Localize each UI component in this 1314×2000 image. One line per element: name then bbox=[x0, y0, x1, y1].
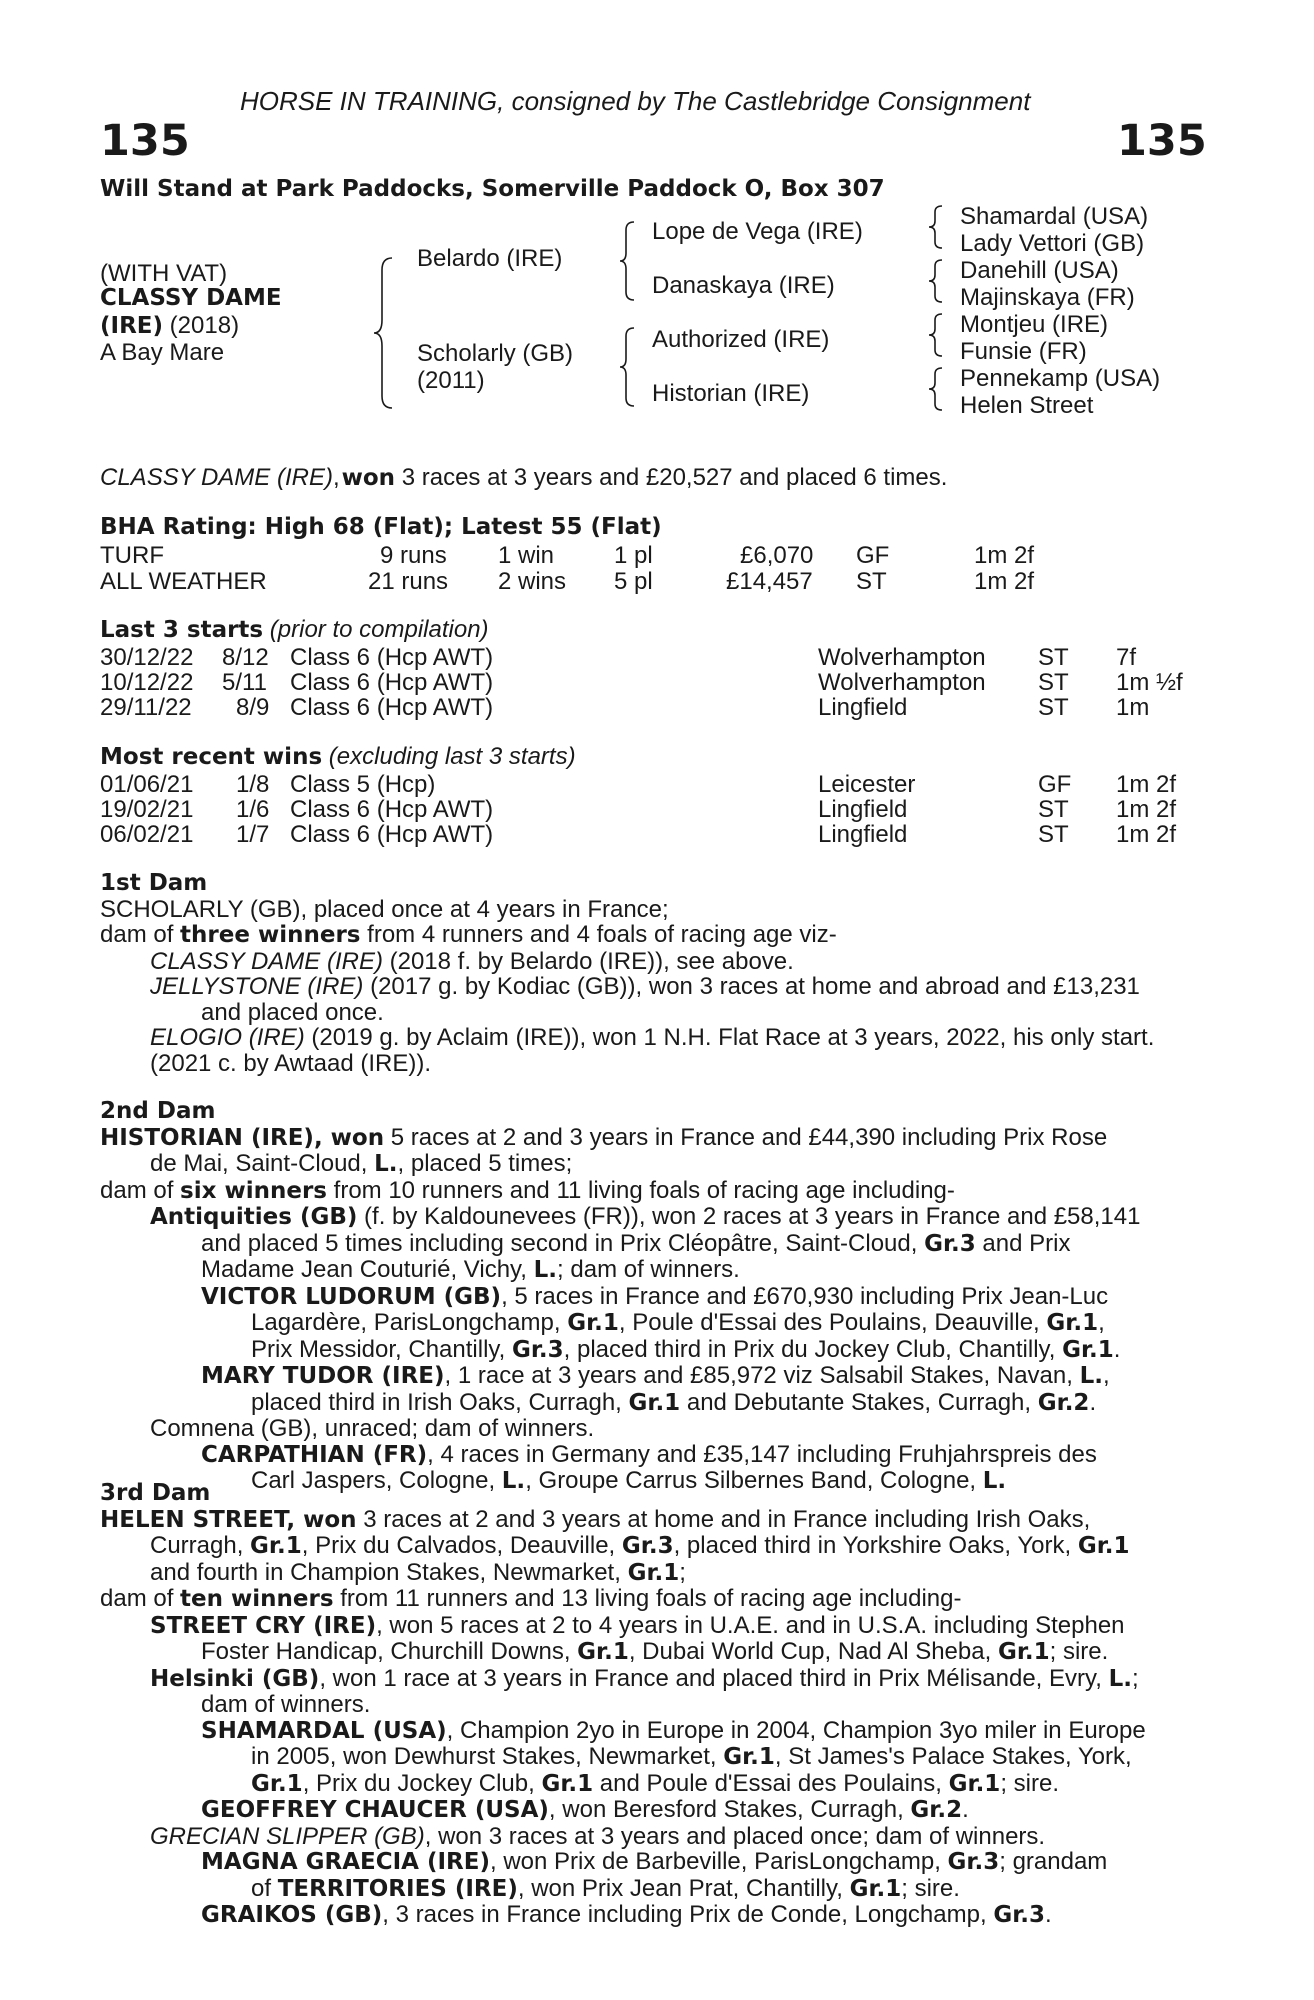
grand-offspring-entry bbox=[100, 1718, 1210, 1745]
offspring-entry bbox=[100, 949, 1210, 975]
pedigree-brace-sd bbox=[926, 258, 946, 304]
stand-location: Will Stand at Park Paddocks, Somerville Paddock O, Box 307 bbox=[100, 176, 885, 202]
grand-offspring-cont bbox=[100, 1771, 1210, 1798]
text-run: of bbox=[251, 1874, 278, 1902]
offspring-entry: (2021 c. by Awtaad (IRE)). bbox=[150, 1049, 432, 1077]
text-run: Foster Handicap, Churchill Downs, bbox=[201, 1638, 578, 1665]
text-run: 10/12/22 bbox=[100, 669, 194, 696]
grand-offspring-entry bbox=[100, 1797, 1210, 1824]
summary-text: 3 races at 3 years and £20,527 and placed 6 times. bbox=[395, 464, 948, 491]
pedigree-brace-dam bbox=[618, 326, 638, 408]
first-dam-title: 1st Dam bbox=[100, 870, 208, 896]
horse-name-origin-year bbox=[100, 314, 239, 338]
text-run: Gr.1 bbox=[577, 1639, 629, 1665]
text-run: Gr.1 bbox=[628, 1389, 681, 1416]
text-run: Gr.1 bbox=[997, 1639, 1050, 1665]
text-run: . bbox=[1113, 1335, 1121, 1363]
dam-dam: Historian (IRE) bbox=[652, 380, 810, 407]
text-run: GF bbox=[856, 542, 890, 569]
first-dam-line: SCHOLARLY (GB), placed once at 4 years in France; bbox=[100, 895, 669, 923]
text-run: Gr.3 bbox=[621, 1533, 674, 1559]
text-run: CLASSY DAME (IRE) bbox=[150, 947, 383, 975]
text-run: ALL WEATHER bbox=[100, 568, 267, 595]
second-dam-line bbox=[100, 1178, 1210, 1205]
text-run: , won 3 races at 3 years and placed once; dam of winners. bbox=[424, 1822, 1046, 1850]
ped-dds: Pennekamp (USA) bbox=[960, 365, 1161, 392]
text-run: . bbox=[962, 1796, 969, 1823]
text-run: L. bbox=[1108, 1665, 1132, 1692]
text-run: 1 win bbox=[498, 542, 555, 569]
race-row bbox=[0, 796, 1314, 822]
text-run: 1m 2f bbox=[974, 568, 1035, 595]
text-run: 1m 2f bbox=[974, 542, 1035, 569]
race-row bbox=[0, 771, 1314, 797]
text-run: 1m ½f bbox=[1116, 669, 1183, 696]
summary-won: won bbox=[341, 465, 396, 491]
text-run: 30/12/22 bbox=[100, 644, 194, 671]
grand-offspring-cont bbox=[100, 1337, 1210, 1364]
offspring-entry bbox=[100, 1666, 1210, 1693]
text-run: 1 pl bbox=[614, 542, 653, 569]
text-run: 1/8 bbox=[236, 771, 270, 798]
text-run: ST bbox=[1038, 821, 1069, 848]
offspring-entry bbox=[100, 1204, 1210, 1231]
text-run: L. bbox=[982, 1468, 1007, 1494]
text-run: £6,070 bbox=[740, 542, 814, 569]
dam-sire: Authorized (IRE) bbox=[652, 326, 830, 353]
lot-number-left: 135 bbox=[100, 116, 190, 166]
recent-wins-heading bbox=[100, 745, 576, 769]
text-run: Gr.1 bbox=[1046, 1310, 1099, 1336]
text-run: , Prix du Calvados, Deauville, bbox=[301, 1532, 622, 1559]
offspring-entry bbox=[100, 1613, 1210, 1640]
text-run: Helsinki (GB) bbox=[150, 1665, 320, 1692]
text-run: STREET CRY (IRE) bbox=[150, 1612, 377, 1639]
text-run: six winners bbox=[180, 1177, 327, 1204]
lot-number-right: 135 bbox=[1117, 116, 1207, 166]
text-run: GRECIAN SLIPPER (GB) bbox=[150, 1822, 425, 1850]
text-run: ten winners bbox=[180, 1586, 334, 1612]
text-run: 8/12 bbox=[222, 644, 269, 671]
text-run: , 3 races in France including Prix de Conde, Longchamp, bbox=[382, 1901, 994, 1928]
text-run: L. bbox=[1079, 1363, 1103, 1389]
text-run: Wolverhampton bbox=[818, 644, 986, 671]
text-run: from 11 runners and 13 living foals of racing age including- bbox=[333, 1585, 962, 1612]
text-run: and Debutante Stakes, Curragh, bbox=[680, 1388, 1038, 1416]
text-run: de Mai, Saint-Cloud, bbox=[150, 1150, 375, 1177]
text-run: TERRITORIES (IRE) bbox=[277, 1875, 518, 1902]
text-run: . bbox=[1089, 1388, 1097, 1416]
text-run: 21 runs bbox=[368, 568, 449, 595]
text-run: 8/9 bbox=[236, 694, 270, 721]
text-run: , placed third in Prix du Jockey Club, Chantilly, bbox=[563, 1335, 1063, 1363]
sire: Belardo (IRE) bbox=[417, 245, 563, 272]
text-run: MAGNA GRAECIA (IRE) bbox=[201, 1849, 490, 1875]
text-run: 29/11/22 bbox=[100, 694, 192, 721]
text-run: 1m 2f bbox=[1116, 796, 1177, 823]
text-run: from 10 runners and 11 living foals of racing age including- bbox=[326, 1176, 955, 1204]
text-run: ELOGIO (IRE) bbox=[150, 1024, 305, 1051]
text-run: Most recent wins bbox=[100, 744, 323, 770]
text-run: ; bbox=[679, 1558, 686, 1586]
text-run: , placed 5 times; bbox=[397, 1150, 573, 1177]
text-run: Gr.1 bbox=[250, 1533, 302, 1559]
ped-dss: Montjeu (IRE) bbox=[960, 311, 1109, 338]
text-run: , won 5 races at 2 to 4 years in U.A.E. and in U.S.A. including Stephen bbox=[376, 1611, 1125, 1639]
offspring-entry-cont bbox=[100, 1639, 1210, 1666]
text-run: Gr.3 bbox=[993, 1902, 1045, 1928]
offspring-entry bbox=[100, 974, 1210, 1000]
text-run: Gr.1 bbox=[541, 1770, 594, 1797]
pedigree-brace-sire bbox=[618, 220, 638, 302]
grand-offspring-entry bbox=[100, 1363, 1210, 1390]
text-run: Gr.1 bbox=[1062, 1336, 1114, 1363]
text-run: , 1 race at 3 years and £85,972 viz Salsabil Stakes, Navan, bbox=[444, 1362, 1080, 1389]
text-run: Gr.1 bbox=[723, 1744, 775, 1770]
text-run: 7f bbox=[1116, 644, 1137, 671]
text-run: 2 wins bbox=[498, 568, 567, 595]
text-run: ; dam of winners. bbox=[557, 1256, 740, 1283]
text-run: (f. by Kaldounevees (FR)), won 2 races at 3 years in France and £58,141 bbox=[357, 1203, 1141, 1230]
offspring-entry bbox=[100, 1824, 1210, 1850]
text-run: 1m 2f bbox=[1116, 821, 1177, 848]
text-run: HISTORIAN (IRE), won bbox=[100, 1124, 385, 1151]
text-run: 9 runs bbox=[380, 542, 447, 569]
text-run: Class 6 (Hcp AWT) bbox=[290, 644, 494, 671]
text-run: Gr.1 bbox=[1077, 1533, 1130, 1559]
text-run: , Poule d'Essai des Poulains, Deauville, bbox=[618, 1309, 1047, 1336]
text-run: Class 5 (Hcp) bbox=[290, 771, 436, 798]
text-run: (2017 g. by Kodiac (GB)), won 3 races at home and abroad and £13,231 bbox=[363, 973, 1140, 1000]
text-run: and placed 5 times including second in Prix Cléopâtre, Saint-Cloud, bbox=[201, 1229, 925, 1257]
text-run: (2019 g. by Aclaim (IRE)), won 1 N.H. Flat Race at 3 years, 2022, his only start. bbox=[304, 1024, 1155, 1051]
text-run: Gr.1 bbox=[251, 1770, 303, 1797]
offspring-entry-cont: dam of winners. bbox=[201, 1691, 371, 1718]
text-run: 1/6 bbox=[236, 796, 270, 823]
text-run: L. bbox=[501, 1468, 526, 1494]
text-run: Antiquities (GB) bbox=[150, 1204, 358, 1230]
ped-dsd: Funsie (FR) bbox=[960, 338, 1087, 365]
text-run: dam of bbox=[100, 921, 181, 948]
last3-heading bbox=[100, 618, 489, 642]
text-run: , won 1 race at 3 years in France and placed third in Prix Mélisande, Evry, bbox=[319, 1664, 1109, 1692]
text-run: Last 3 starts bbox=[100, 617, 264, 643]
text-run: MARY TUDOR (IRE) bbox=[201, 1363, 445, 1389]
grand-offspring-entry bbox=[100, 1849, 1210, 1876]
second-dam-line bbox=[100, 1125, 1210, 1152]
text-run: Lingfield bbox=[818, 796, 908, 823]
race-row bbox=[0, 669, 1314, 695]
grand-offspring-cont bbox=[100, 1876, 1210, 1903]
text-run: Class 6 (Hcp AWT) bbox=[290, 821, 494, 848]
third-dam-title: 3rd Dam bbox=[100, 1480, 211, 1506]
ped-sss: Shamardal (USA) bbox=[960, 203, 1149, 230]
text-run: VICTOR LUDORUM (GB) bbox=[201, 1283, 502, 1310]
text-run: L. bbox=[533, 1257, 558, 1283]
text-run: , Champion 2yo in Europe in 2004, Champion 3yo miler in Europe bbox=[446, 1716, 1146, 1744]
text-run: HELEN STREET, won bbox=[100, 1506, 357, 1533]
text-run: Gr.3 bbox=[924, 1230, 976, 1257]
first-dam-line bbox=[100, 922, 1210, 949]
text-run: Wolverhampton bbox=[818, 669, 986, 696]
third-dam-section bbox=[100, 1481, 1210, 1929]
text-run: Leicester bbox=[818, 771, 916, 798]
text-run: 19/02/21 bbox=[100, 796, 194, 823]
text-run: (2018 f. by Belardo (IRE)), see above. bbox=[382, 947, 794, 975]
second-dam-section bbox=[100, 1099, 1210, 1495]
grand-offspring-cont bbox=[100, 1390, 1210, 1417]
text-run: GRAIKOS (GB) bbox=[201, 1902, 383, 1928]
text-run: dam of bbox=[100, 1176, 181, 1204]
text-run: ; sire. bbox=[901, 1874, 960, 1902]
text-run: SHAMARDAL (USA) bbox=[201, 1717, 447, 1744]
text-run: Gr.2 bbox=[910, 1797, 963, 1823]
text-run: Gr.2 bbox=[1037, 1389, 1090, 1416]
text-run: L. bbox=[374, 1151, 398, 1177]
text-run: . bbox=[1045, 1901, 1052, 1928]
text-run: 5/11 bbox=[222, 669, 267, 696]
text-run: Gr.1 bbox=[849, 1875, 902, 1902]
text-run: , placed third in Yorkshire Oaks, York, bbox=[673, 1532, 1078, 1559]
pedigree-brace-dd bbox=[926, 366, 946, 412]
text-run: 06/02/21 bbox=[100, 821, 194, 848]
second-dam-title: 2nd Dam bbox=[100, 1098, 216, 1124]
race-row bbox=[0, 644, 1314, 670]
text-run: and Prix bbox=[975, 1229, 1071, 1257]
grand-offspring-cont bbox=[100, 1310, 1210, 1337]
text-run: , 4 races in Germany and £35,147 including Fruhjahrspreis des bbox=[427, 1440, 1097, 1468]
text-run: CARPATHIAN (FR) bbox=[201, 1441, 428, 1468]
text-run: ; sire. bbox=[1049, 1638, 1109, 1665]
text-run: from 4 runners and 4 foals of racing age viz- bbox=[360, 921, 837, 948]
text-run: Carl Jaspers, Cologne, bbox=[251, 1467, 502, 1494]
horse-year: (2018) bbox=[163, 312, 240, 339]
second-dam-line bbox=[100, 1151, 1210, 1178]
offspring-entry-cont bbox=[100, 1231, 1210, 1258]
summary-horse: CLASSY DAME (IRE) bbox=[100, 464, 333, 491]
third-dam-line bbox=[100, 1586, 1210, 1613]
text-run: dam of bbox=[100, 1585, 181, 1612]
sire-dam: Danaskaya (IRE) bbox=[652, 272, 835, 299]
text-run: Class 6 (Hcp AWT) bbox=[290, 796, 494, 823]
text-run: Lagardère, ParisLongchamp, bbox=[251, 1309, 568, 1336]
vat-status: (WITH VAT) bbox=[100, 260, 228, 287]
text-run: Gr.3 bbox=[511, 1336, 564, 1363]
text-run: ST bbox=[1038, 669, 1069, 696]
text-run: , won Prix Jean Prat, Chantilly, bbox=[517, 1874, 850, 1902]
text-run: 5 pl bbox=[614, 568, 653, 595]
horse-name: CLASSY DAME bbox=[100, 285, 282, 311]
text-run: ST bbox=[1038, 694, 1069, 721]
text-run: 3 races at 2 and 3 years at home and in France including Irish Oaks, bbox=[356, 1505, 1091, 1533]
text-run: ; sire. bbox=[1000, 1769, 1059, 1797]
text-run: Curragh, bbox=[150, 1532, 251, 1559]
third-dam-line bbox=[100, 1533, 1210, 1560]
third-dam-line bbox=[100, 1560, 1210, 1587]
grand-offspring-cont bbox=[100, 1744, 1210, 1771]
text-run: Lingfield bbox=[818, 821, 908, 848]
third-dam-line bbox=[100, 1507, 1210, 1534]
text-run: Lingfield bbox=[818, 694, 908, 721]
text-run: , bbox=[1098, 1309, 1105, 1336]
ped-ssd: Lady Vettori (GB) bbox=[960, 230, 1145, 257]
race-row bbox=[0, 694, 1314, 720]
offspring-entry-cont: and placed once. bbox=[201, 998, 384, 1026]
ped-sds: Danehill (USA) bbox=[960, 257, 1119, 284]
first-dam-section bbox=[100, 871, 1210, 1076]
text-run: 1m 2f bbox=[1116, 771, 1177, 798]
text-run: GEOFFREY CHAUCER (USA) bbox=[201, 1797, 549, 1823]
text-run: , won Prix de Barbeville, ParisLongchamp, bbox=[489, 1848, 948, 1875]
text-run: in 2005, won Dewhurst Stakes, Newmarket, bbox=[251, 1743, 724, 1770]
text-run: 5 races at 2 and 3 years in France and £44,390 including Prix Rose bbox=[384, 1123, 1108, 1151]
text-run: and fourth in Champion Stakes, Newmarket, bbox=[150, 1558, 628, 1586]
text-run: Gr.1 bbox=[567, 1310, 619, 1336]
text-run: ; grandam bbox=[999, 1848, 1108, 1875]
text-run: , Dubai World Cup, Nad Al Sheba, bbox=[628, 1638, 998, 1665]
grand-offspring-entry bbox=[100, 1442, 1210, 1469]
text-run: three winners bbox=[180, 922, 361, 948]
pedigree-brace-main bbox=[372, 256, 396, 410]
text-run: (prior to compilation) bbox=[263, 616, 489, 643]
text-run: Gr.1 bbox=[627, 1559, 680, 1586]
offspring-entry-cont bbox=[100, 1257, 1210, 1284]
horse-origin: (IRE) bbox=[100, 313, 164, 339]
rating-row bbox=[0, 542, 1314, 568]
text-run: Prix Messidor, Chantilly, bbox=[251, 1335, 512, 1363]
text-run: 1m bbox=[1116, 694, 1150, 721]
text-run: Gr.3 bbox=[947, 1849, 1000, 1875]
text-run: , Groupe Carrus Silbernes Band, Cologne, bbox=[525, 1467, 983, 1494]
race-row bbox=[0, 821, 1314, 847]
text-run: Class 6 (Hcp AWT) bbox=[290, 694, 494, 721]
text-run: ; bbox=[1131, 1664, 1139, 1692]
text-run: , 5 races in France and £670,930 including Prix Jean-Luc bbox=[501, 1282, 1109, 1310]
text-run: , won Beresford Stakes, Curragh, bbox=[548, 1796, 911, 1823]
text-run: (excluding last 3 starts) bbox=[322, 743, 576, 770]
text-run: Gr.1 bbox=[948, 1770, 1001, 1797]
text-run: £14,457 bbox=[726, 568, 813, 595]
text-run: ST bbox=[1038, 644, 1069, 671]
text-run: TURF bbox=[100, 542, 164, 569]
text-run: ST bbox=[856, 568, 887, 595]
text-run: GF bbox=[1038, 771, 1072, 798]
text-run: , St James's Palace Stakes, York, bbox=[774, 1743, 1132, 1770]
offspring-entry bbox=[100, 1025, 1210, 1051]
race-summary: CLASSY DAME (IRE), won 3 races at 3 years and £20,527 and placed 6 times. bbox=[100, 464, 948, 491]
text-run: , bbox=[1102, 1362, 1110, 1389]
pedigree-brace-ds bbox=[926, 312, 946, 358]
dam: Scholarly (GB) bbox=[417, 340, 574, 367]
text-run: JELLYSTONE (IRE) bbox=[150, 973, 364, 1000]
ped-ddd: Helen Street bbox=[960, 392, 1094, 419]
text-run: 01/06/21 bbox=[100, 771, 194, 798]
bha-rating: BHA Rating: High 68 (Flat); Latest 55 (Flat) bbox=[100, 514, 662, 540]
grand-offspring-entry bbox=[100, 1902, 1210, 1929]
dam-year: (2011) bbox=[417, 367, 485, 394]
text-run: Madame Jean Couturié, Vichy, bbox=[201, 1256, 534, 1283]
catalogue-header: HORSE IN TRAINING, consigned by The Castlebridge Consignment bbox=[240, 86, 1031, 116]
text-run: ST bbox=[1038, 796, 1069, 823]
text-run: 1/7 bbox=[236, 821, 270, 848]
text-run: placed third in Irish Oaks, Curragh, bbox=[251, 1388, 629, 1416]
sire-sire: Lope de Vega (IRE) bbox=[652, 218, 863, 245]
rating-row bbox=[0, 568, 1314, 594]
grand-offspring-entry bbox=[100, 1284, 1210, 1311]
ped-sdd: Majinskaya (FR) bbox=[960, 284, 1135, 311]
offspring-entry: Comnena (GB), unraced; dam of winners. bbox=[150, 1415, 595, 1442]
text-run: Class 6 (Hcp AWT) bbox=[290, 669, 494, 696]
pedigree-brace-ss bbox=[926, 204, 946, 250]
horse-description: A Bay Mare bbox=[100, 339, 225, 366]
text-run: and Poule d'Essai des Poulains, bbox=[593, 1769, 949, 1797]
text-run: , Prix du Jockey Club, bbox=[302, 1769, 542, 1797]
